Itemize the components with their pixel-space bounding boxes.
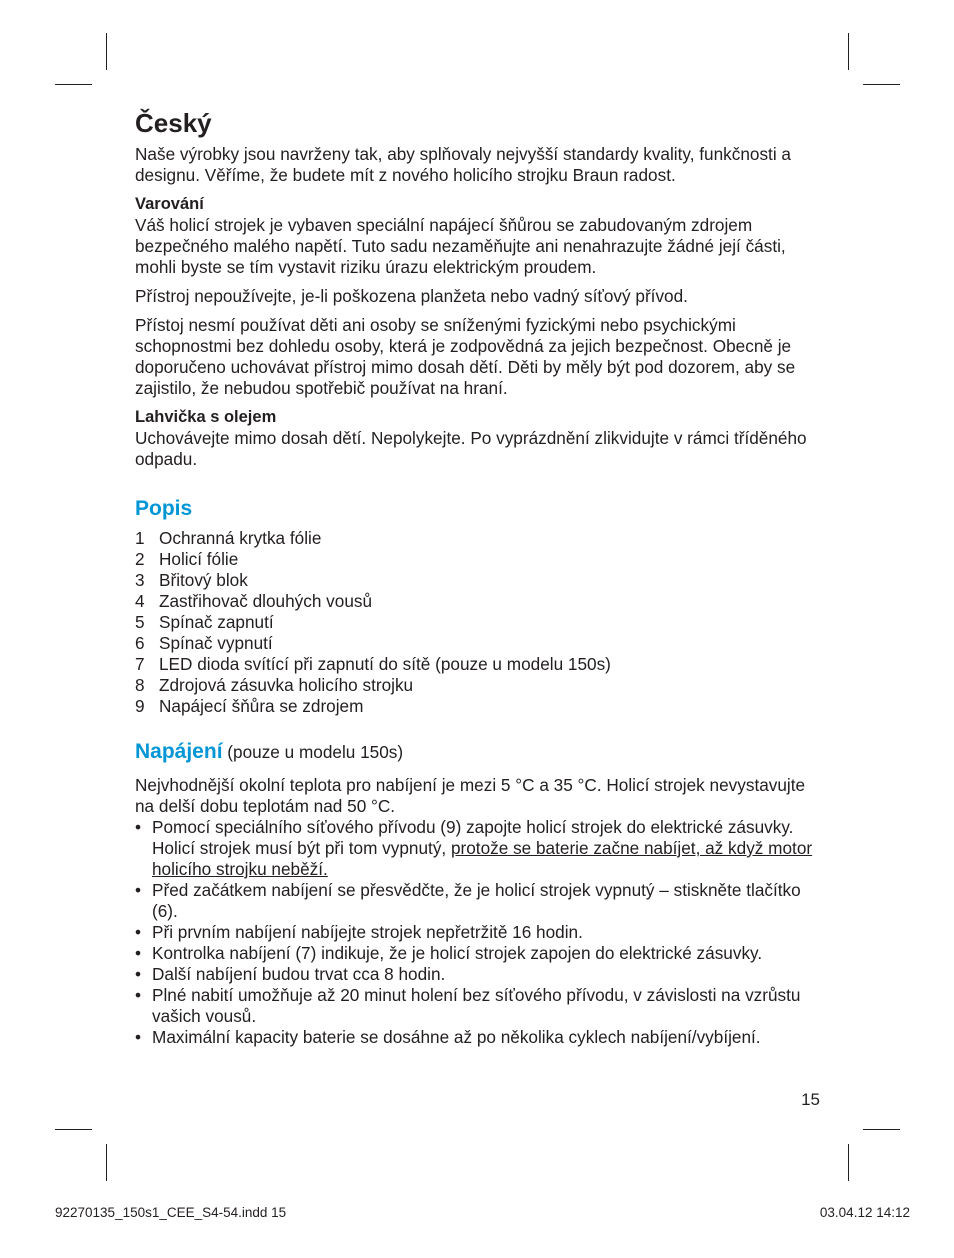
section-title-napajeni: Napájení (pouze u modelu 150s) bbox=[135, 740, 404, 763]
warning-title: Varování bbox=[135, 195, 204, 213]
crop-mark-bottom-right-vertical bbox=[848, 1144, 849, 1181]
list-item: • Další nabíjení budou trvat cca 8 hodin. bbox=[135, 964, 825, 985]
list-item: • Kontrolka nabíjení (7) indikuje, že je holicí strojek zapojen do elektrické zásuvky. bbox=[135, 943, 825, 964]
crop-mark-top-left-horizontal bbox=[55, 84, 92, 85]
intro-paragraph: Naše výrobky jsou navrženy tak, aby splňovaly nejvyšší standardy kvality, funkčnosti a designu. Věříme, že budete mít z nového holicího strojku Braun radost. bbox=[135, 144, 791, 185]
parts-list bbox=[135, 528, 825, 717]
list-item: 9 Napájecí šňůra se zdrojem bbox=[135, 696, 364, 716]
page-title: Český bbox=[135, 108, 212, 138]
list-item: 6 Spínač vypnutí bbox=[135, 633, 273, 653]
crop-mark-top-right-horizontal bbox=[863, 84, 900, 85]
list-item: • Pomocí speciálního síťového přívodu (9) zapojte holicí strojek do elektrické zásuvky. Holicí strojek musí být při tom vypnutý, protože se baterie začne nabíjet, až když motor holicího strojku neběží. bbox=[135, 817, 825, 880]
list-item: 3 Břitový blok bbox=[135, 570, 248, 590]
list-item: • Před začátkem nabíjení se přesvědčte, že je holicí strojek vypnutý – stiskněte tlačítko (6). bbox=[135, 880, 825, 922]
list-item: 7 LED dioda svítící při zapnutí do sítě (pouze u modelu 150s) bbox=[135, 654, 611, 674]
list-item: • Plné nabití umožňuje až 20 minut holení bez síťového přívodu, v závislosti na vzrůstu vašich vousů. bbox=[135, 985, 825, 1027]
footer-file-info: 92270135_150s1_CEE_S4-54.indd 15 bbox=[55, 1205, 287, 1220]
list-item: • Maximální kapacity baterie se dosáhne až po několika cyklech nabíjení/vybíjení. bbox=[135, 1027, 825, 1048]
warning-text: Váš holicí strojek je vybaven speciální napájecí šňůrou se zabudovaným zdrojem bezpečného malého napětí. Tuto sadu nezaměňujte ani nenahrazujte žádné její části, mohli byste se tím vystavit riziku úrazu elektrickým proudem. bbox=[135, 215, 786, 277]
underlined-text: protože se baterie začne nabíjet, až když motor holicího strojku neběží. bbox=[152, 838, 813, 879]
oil-text: Uchovávejte mimo dosah dětí. Nepolykejte. Po vyprázdnění zlikvidujte v rámci tříděného odpadu. bbox=[135, 428, 807, 469]
footer-timestamp: 03.04.12 14:12 bbox=[819, 1205, 910, 1220]
section-subtitle: (pouze u modelu 150s) bbox=[222, 742, 404, 762]
list-item: • Při prvním nabíjení nabíjejte strojek nepřetržitě 16 hodin. bbox=[135, 922, 825, 943]
crop-mark-bottom-left-vertical bbox=[106, 1144, 107, 1181]
crop-mark-top-right-vertical bbox=[848, 33, 849, 70]
list-item: 4 Zastřihovač dlouhých vousů bbox=[135, 591, 373, 611]
list-item: 8 Zdrojová zásuvka holicího strojku bbox=[135, 675, 414, 695]
charging-bullets bbox=[135, 817, 825, 1048]
list-item: 5 Spínač zapnutí bbox=[135, 612, 274, 632]
section-title-popis: Popis bbox=[135, 497, 193, 520]
page-number: 15 bbox=[801, 1090, 820, 1109]
list-item: 2 Holicí fólie bbox=[135, 549, 239, 569]
crop-mark-bottom-right-horizontal bbox=[863, 1129, 900, 1130]
warning-paragraph-2: Přístroj nepoužívejte, je-li poškozena planžeta nebo vadný síťový přívod. bbox=[135, 286, 688, 306]
warning-paragraph-3: Přístoj nesmí používat děti ani osoby se sníženými fyzickými nebo psychickými schopnostmi bez dohledu osoby, která je zodpovědná za jejich bezpečnost. Obecně je doporučeno uchovávat přístroj mimo dosah dětí. Děti by měly být pod dozorem, aby se zajistilo, že nebudou spotřebič používat na hraní. bbox=[135, 315, 796, 398]
crop-mark-bottom-left-horizontal bbox=[55, 1129, 92, 1130]
page-content bbox=[135, 108, 825, 1048]
crop-mark-top-left-vertical bbox=[106, 33, 107, 70]
oil-title: Lahvička s olejem bbox=[135, 408, 277, 426]
list-item: 1 Ochranná krytka fólie bbox=[135, 528, 322, 548]
charging-intro: Nejvhodnější okolní teplota pro nabíjení je mezi 5 °C a 35 °C. Holicí strojek nevystavujte na delší dobu teplotám nad 50 °C. bbox=[135, 775, 806, 816]
